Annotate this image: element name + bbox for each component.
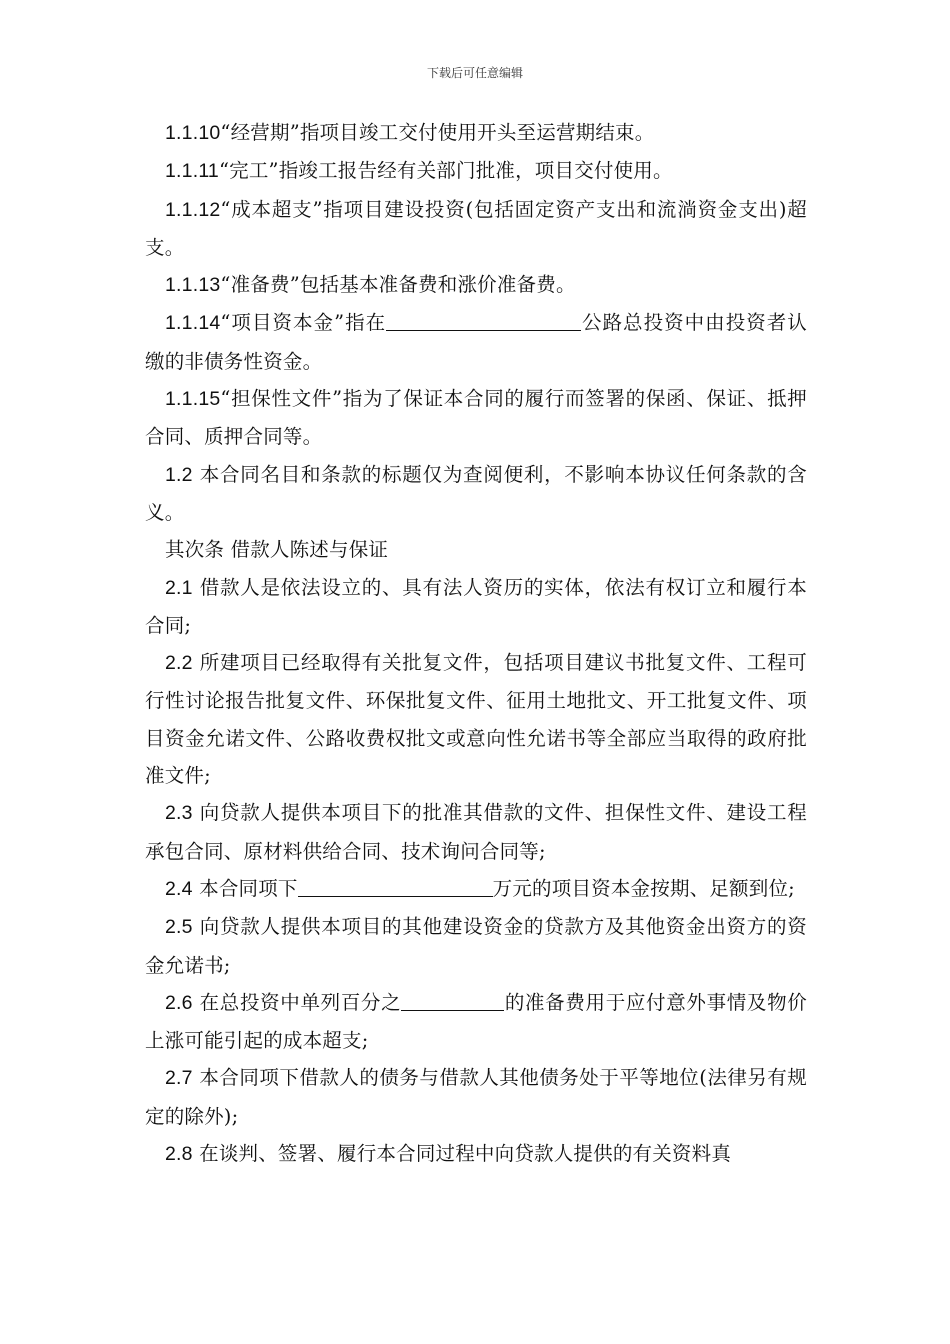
section-heading xyxy=(145,531,807,568)
clause-text: 向贷款人提供本项目的其他建设资金的贷款方及其他资金出资方的资金允诺书; xyxy=(145,915,807,977)
clause-1-1-13 xyxy=(145,266,807,304)
clause-1-1-11 xyxy=(145,152,807,190)
clause-text: “担保性文件”指为了保证本合同的履行而签署的保函、保证、抵押合同、质押合同等。 xyxy=(145,387,807,449)
clause-2-3 xyxy=(145,794,807,870)
clause-number: 2.4 xyxy=(165,877,193,900)
clause-text: 所建项目已经取得有关批复文件，包括项目建议书批复文件、工程可行性讨论报告批复文件、环保批复文件、征用土地批文、开工批复文件、项目资金允诺文件、公路收费权批文或意向性允诺书等全部应当取得的政府批准文件; xyxy=(145,651,807,788)
document-body xyxy=(145,114,807,1173)
clause-text: “准备费”包括基本准备费和涨价准备费。 xyxy=(220,273,576,297)
clause-number: 1.1.11 xyxy=(165,160,219,183)
clause-text: “完工”指竣工报告经有关部门批准，项目交付使用。 xyxy=(218,159,673,183)
clause-number: 2.5 xyxy=(165,916,193,939)
clause-text: 在总投资中单列百分之 xyxy=(199,990,402,1014)
clause-2-2 xyxy=(145,644,807,794)
clause-text: “项目资本金”指在 xyxy=(220,311,387,335)
clause-text: “成本超支”指项目建设投资(包括固定资产支出和流淌资金支出)超支。 xyxy=(145,197,807,259)
clause-1-1-12 xyxy=(145,191,807,267)
clause-number: 2.8 xyxy=(165,1143,193,1166)
clause-text: 万元的项目资本金按期、足额到位; xyxy=(492,876,795,900)
clause-1-2 xyxy=(145,456,807,532)
clause-text: 本合同项下借款人的债务与借款人其他债务处于平等地位(法律另有规定的除外); xyxy=(145,1066,808,1128)
clause-2-1 xyxy=(145,569,807,645)
page-header: 下载后可任意编辑 xyxy=(426,66,523,80)
clause-text: 向贷款人提供本项目下的批准其借款的文件、担保性文件、建设工程承包合同、原材料供给合同、技术询问合同等; xyxy=(145,801,807,863)
clause-1-1-14 xyxy=(145,304,807,380)
clause-number: 2.2 xyxy=(165,652,193,675)
clause-number: 2.3 xyxy=(165,802,193,825)
clause-2-5 xyxy=(145,908,807,984)
clause-number: 1.1.12 xyxy=(165,198,221,221)
clause-text: 的准备费用于应付意外事情及物价上涨可能引起的成本超支; xyxy=(145,990,807,1053)
clause-number: 2.7 xyxy=(165,1067,193,1090)
clause-number: 1.1.14 xyxy=(165,312,221,335)
clause-text: 本合同项下 xyxy=(199,876,298,900)
clause-2-4 xyxy=(145,870,807,908)
clause-number: 1.1.13 xyxy=(165,274,221,297)
clause-number: 2.1 xyxy=(165,576,193,599)
fill-in-blank xyxy=(401,1009,504,1011)
clause-text: 本合同名目和条款的标题仅为查阅便利，不影响本协议任何条款的含义。 xyxy=(145,462,807,524)
clause-1-1-10 xyxy=(145,114,807,152)
clause-2-7 xyxy=(145,1059,807,1135)
fill-in-blank xyxy=(298,895,493,897)
clause-number: 2.6 xyxy=(165,991,193,1014)
clause-number: 1.1.10 xyxy=(165,122,221,144)
clause-1-1-15 xyxy=(145,380,807,456)
clause-2-8 xyxy=(145,1135,807,1173)
clause-text: 公路总投资中由投资者认缴的非债务性资金。 xyxy=(145,311,808,373)
clause-number: 1.1.15 xyxy=(165,388,221,411)
clause-number: 1.2 xyxy=(165,463,193,486)
clause-2-6 xyxy=(145,984,807,1060)
clause-text: 在谈判、签署、履行本合同过程中向贷款人提供的有关资料真 xyxy=(199,1142,732,1166)
clause-text: “经营期”指项目竣工交付使用开头至运营期结束。 xyxy=(220,121,655,144)
clause-text: 借款人是依法设立的、具有法人资历的实体，依法有权订立和履行本合同; xyxy=(145,575,807,637)
section-title: 其次条 借款人陈述与保证 xyxy=(165,538,389,562)
fill-in-blank xyxy=(386,329,581,331)
